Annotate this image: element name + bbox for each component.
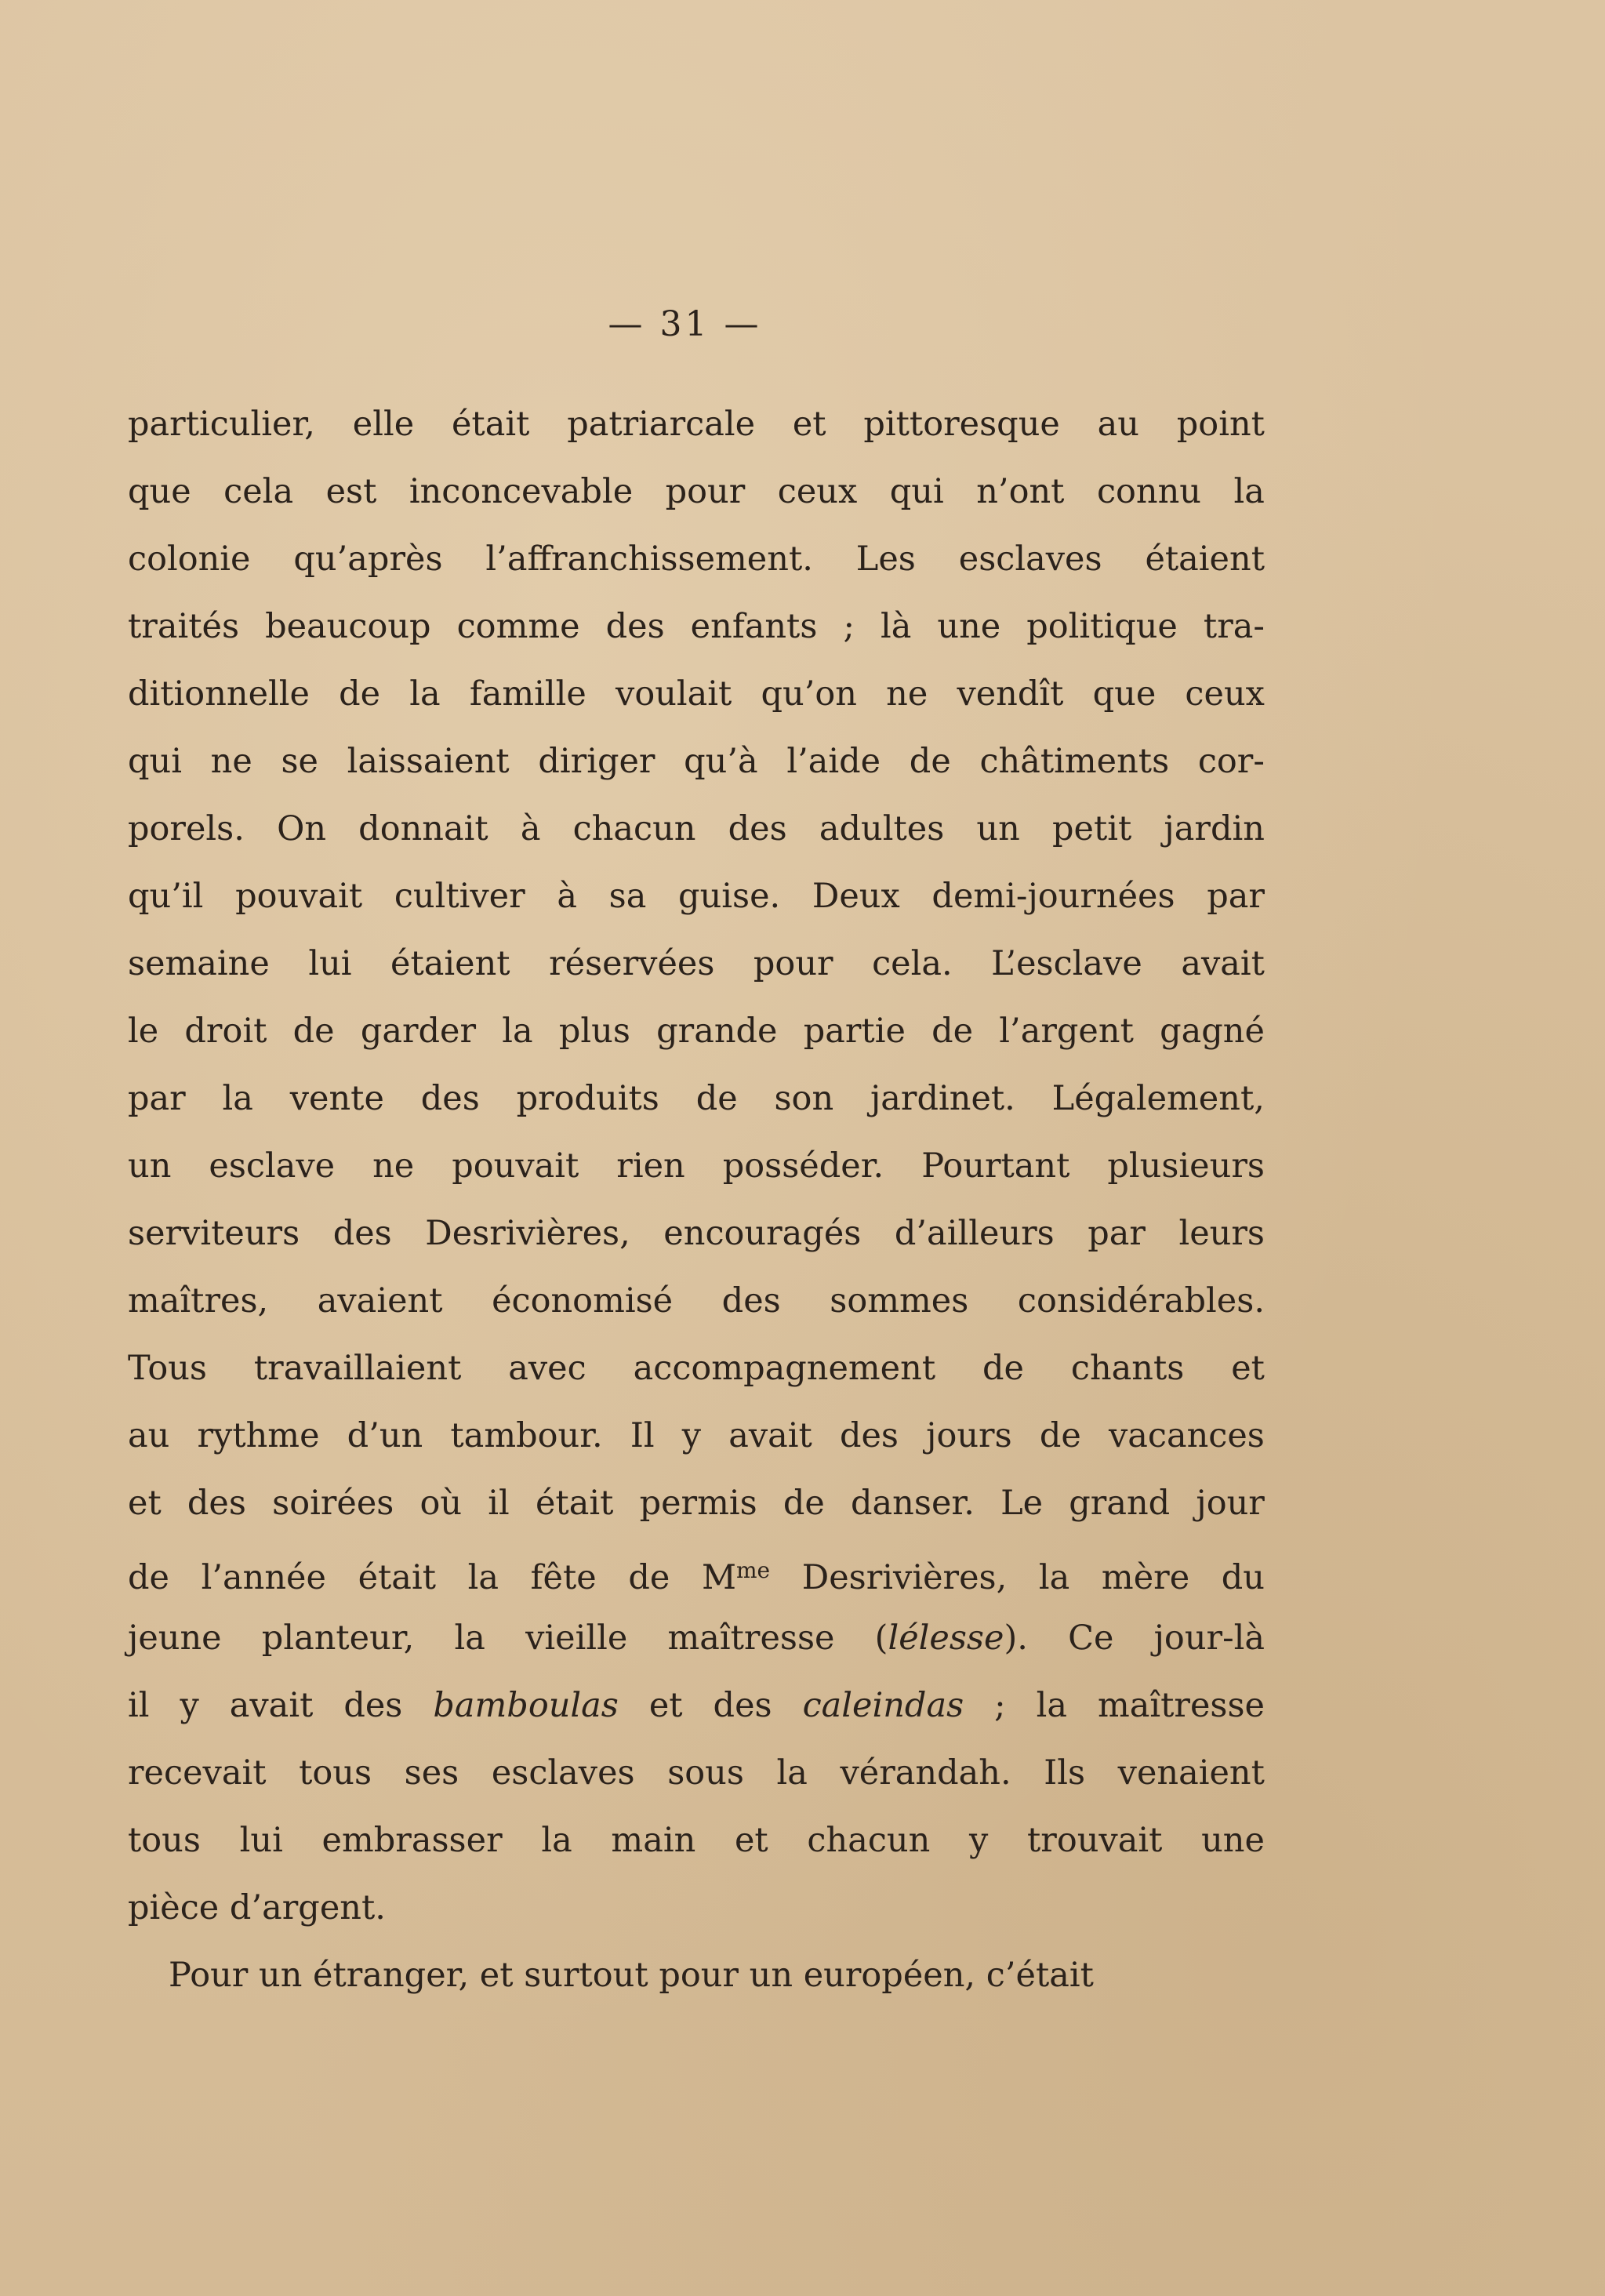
word: par bbox=[128, 1079, 186, 1118]
word: Légalement, bbox=[1051, 1079, 1265, 1118]
mme-after-text: Desrivières, la mère du bbox=[770, 1558, 1265, 1597]
word: elle bbox=[352, 405, 415, 444]
body-text bbox=[128, 391, 1265, 2009]
caleindas-italic: caleindas bbox=[802, 1686, 964, 1725]
word: ceux bbox=[1185, 674, 1265, 714]
lelesse-line bbox=[128, 1618, 1265, 1658]
word: la bbox=[502, 1012, 533, 1051]
page-number: — 31 — bbox=[608, 304, 762, 344]
word: son bbox=[774, 1079, 834, 1118]
word: des bbox=[605, 607, 665, 646]
text-line bbox=[128, 660, 1265, 728]
word: chants bbox=[1070, 1349, 1185, 1388]
word: là bbox=[880, 607, 912, 646]
text-line-last bbox=[128, 1874, 1265, 1942]
word: diriger bbox=[538, 742, 655, 781]
mme-superscript: me bbox=[735, 1557, 771, 1583]
word: tous bbox=[128, 1821, 201, 1860]
word: inconcevable bbox=[409, 472, 634, 511]
word: demi-journées bbox=[931, 877, 1175, 916]
word: Il bbox=[630, 1416, 655, 1455]
word: se bbox=[281, 742, 318, 781]
word: donnait bbox=[358, 809, 488, 848]
word: sommes bbox=[830, 1281, 969, 1321]
word: L’esclave bbox=[991, 944, 1142, 983]
word: point bbox=[1176, 405, 1265, 444]
word: de bbox=[292, 1012, 335, 1051]
word: de bbox=[695, 1079, 738, 1118]
paragraph-main bbox=[128, 391, 1265, 1537]
text-line bbox=[128, 391, 1265, 458]
word: que bbox=[1092, 674, 1157, 714]
word: des bbox=[187, 1484, 246, 1523]
word: de bbox=[783, 1484, 825, 1523]
next-paragraph-text: Pour un étranger, et surtout pour un européen, c’était bbox=[169, 1956, 1094, 1995]
word: étaient bbox=[390, 944, 510, 983]
word: de bbox=[982, 1349, 1024, 1388]
word: esclaves bbox=[491, 1753, 635, 1793]
word: jardin bbox=[1164, 809, 1265, 848]
word: esclaves bbox=[958, 539, 1102, 579]
word: pouvait bbox=[235, 877, 363, 916]
word: cela bbox=[223, 472, 294, 511]
bamboulas-after-text: ; la maîtresse bbox=[964, 1686, 1265, 1725]
word: une bbox=[937, 607, 1001, 646]
word: au bbox=[128, 1416, 170, 1455]
word: l’aide bbox=[786, 742, 881, 781]
word: Pourtant bbox=[921, 1146, 1070, 1186]
word: petit bbox=[1051, 809, 1132, 848]
word: de bbox=[339, 674, 381, 714]
word: ditionnelle bbox=[128, 674, 310, 714]
word: avait bbox=[1181, 944, 1265, 983]
word: il bbox=[488, 1484, 510, 1523]
word: Deux bbox=[812, 877, 900, 916]
word: de bbox=[909, 742, 951, 781]
text-line bbox=[128, 1402, 1265, 1470]
word: embrasser bbox=[321, 1821, 503, 1860]
word: l’argent bbox=[999, 1012, 1134, 1051]
word: famille bbox=[469, 674, 586, 714]
word: le bbox=[128, 1012, 159, 1051]
bamboulas-italic: bamboulas bbox=[433, 1686, 619, 1725]
word: accompagnement bbox=[633, 1349, 936, 1388]
word: vendît bbox=[957, 674, 1064, 714]
word: des bbox=[332, 1214, 392, 1253]
word: esclave bbox=[209, 1146, 336, 1186]
word: et bbox=[128, 1484, 162, 1523]
word: plus bbox=[558, 1012, 630, 1051]
text-line bbox=[128, 1065, 1265, 1132]
word: avec bbox=[508, 1349, 586, 1388]
word: qu’après bbox=[293, 539, 443, 579]
word: tra- bbox=[1203, 607, 1265, 646]
mme-before-text: de l’année était la fête de M bbox=[128, 1558, 736, 1597]
word: gagné bbox=[1160, 1012, 1265, 1051]
word: réservées bbox=[549, 944, 715, 983]
word: avait bbox=[728, 1416, 812, 1455]
word: encouragés bbox=[663, 1214, 862, 1253]
text-line-next-paragraph bbox=[128, 1942, 1265, 2009]
lelesse-italic: lélesse bbox=[888, 1618, 1004, 1658]
word: main bbox=[611, 1821, 696, 1860]
word: vérandah. bbox=[840, 1753, 1011, 1793]
word: jours bbox=[926, 1416, 1012, 1455]
word: était bbox=[451, 405, 530, 444]
word: n’ont bbox=[976, 472, 1065, 511]
word: la bbox=[222, 1079, 253, 1118]
bamboulas-before-text: il y avait des bbox=[128, 1686, 434, 1725]
text-line bbox=[128, 1132, 1265, 1200]
word: plusieurs bbox=[1107, 1146, 1265, 1186]
word: garder bbox=[360, 1012, 477, 1051]
word: danser. bbox=[851, 1484, 975, 1523]
word: sa bbox=[608, 877, 647, 916]
text-line-lelesse bbox=[128, 1604, 1265, 1672]
word: Ils bbox=[1044, 1753, 1086, 1793]
text-line bbox=[128, 1335, 1265, 1402]
text-line bbox=[128, 930, 1265, 997]
word: partie bbox=[803, 1012, 906, 1051]
word: qui bbox=[128, 742, 182, 781]
word: ne bbox=[210, 742, 252, 781]
last-line-text: pièce d’argent. bbox=[128, 1888, 386, 1927]
word: particulier, bbox=[128, 405, 315, 444]
word: ses bbox=[404, 1753, 459, 1793]
word: traités bbox=[128, 607, 240, 646]
word: qui bbox=[889, 472, 944, 511]
text-line bbox=[128, 1739, 1265, 1807]
word: recevait bbox=[128, 1753, 267, 1793]
word: Le bbox=[1000, 1484, 1044, 1523]
word: colonie bbox=[128, 539, 251, 579]
text-line bbox=[128, 795, 1265, 863]
word: est bbox=[325, 472, 377, 511]
word: la bbox=[1233, 472, 1265, 511]
word: ceux bbox=[777, 472, 858, 511]
word: d’ailleurs bbox=[894, 1214, 1055, 1253]
word: un bbox=[976, 809, 1020, 848]
word: serviteurs bbox=[128, 1214, 300, 1253]
word: pouvait bbox=[452, 1146, 579, 1186]
word: vente bbox=[289, 1079, 384, 1118]
word: y bbox=[681, 1416, 702, 1455]
word: lui bbox=[239, 1821, 283, 1860]
text-line bbox=[128, 1807, 1265, 1874]
word: grande bbox=[656, 1012, 778, 1051]
word: semaine bbox=[128, 944, 270, 983]
text-line bbox=[128, 593, 1265, 660]
text-line bbox=[128, 728, 1265, 795]
word: de bbox=[1039, 1416, 1081, 1455]
word: beaucoup bbox=[265, 607, 431, 646]
word: d’un bbox=[347, 1416, 423, 1455]
word: lui bbox=[308, 944, 352, 983]
word: qu’on bbox=[761, 674, 857, 714]
word: par bbox=[1207, 877, 1265, 916]
word: porels. bbox=[128, 809, 245, 848]
word: laissaient bbox=[347, 742, 510, 781]
text-line bbox=[128, 997, 1265, 1065]
text-line bbox=[128, 1200, 1265, 1267]
word: la bbox=[409, 674, 441, 714]
text-line bbox=[128, 1267, 1265, 1335]
word: qu’à bbox=[684, 742, 758, 781]
text-line bbox=[128, 525, 1265, 593]
word: Tous bbox=[128, 1349, 207, 1388]
word: produits bbox=[516, 1079, 659, 1118]
word: leurs bbox=[1178, 1214, 1265, 1253]
lelesse-before-text: jeune planteur, la vieille maîtresse ( bbox=[128, 1618, 888, 1658]
word: On bbox=[277, 809, 327, 848]
word: y bbox=[969, 1821, 989, 1860]
word: jardinet. bbox=[870, 1079, 1015, 1118]
word: venaient bbox=[1117, 1753, 1265, 1793]
word: de bbox=[931, 1012, 974, 1051]
word: Desrivières, bbox=[425, 1214, 630, 1253]
word: droit bbox=[184, 1012, 267, 1051]
word: sous bbox=[667, 1753, 744, 1793]
word: grand bbox=[1069, 1484, 1171, 1523]
word: un bbox=[128, 1146, 172, 1186]
word: et bbox=[1231, 1349, 1265, 1388]
word: chacun bbox=[807, 1821, 931, 1860]
lelesse-after-text: ). Ce jour-là bbox=[1004, 1618, 1265, 1658]
word: comme bbox=[456, 607, 580, 646]
word: maîtres, bbox=[128, 1281, 269, 1321]
word: politique bbox=[1026, 607, 1178, 646]
text-line bbox=[128, 1470, 1265, 1537]
word: où bbox=[419, 1484, 463, 1523]
mme-before bbox=[128, 1558, 1265, 1597]
word: qu’il bbox=[128, 877, 204, 916]
word: des bbox=[420, 1079, 480, 1118]
word: soirées bbox=[272, 1484, 394, 1523]
word: la bbox=[541, 1821, 572, 1860]
paragraph-tail bbox=[128, 1739, 1265, 1874]
word: châtiments bbox=[979, 742, 1170, 781]
word: jour bbox=[1196, 1484, 1265, 1523]
text-line-bamboulas bbox=[128, 1672, 1265, 1739]
word: posséder. bbox=[722, 1146, 884, 1186]
word: chacun bbox=[572, 809, 696, 848]
word: à bbox=[557, 877, 577, 916]
word: pour bbox=[665, 472, 746, 511]
word: patriarcale bbox=[567, 405, 756, 444]
word: pittoresque bbox=[863, 405, 1060, 444]
bamboulas-middle-text: et des bbox=[618, 1686, 803, 1725]
word: cela. bbox=[872, 944, 953, 983]
text-line bbox=[128, 458, 1265, 525]
word: par bbox=[1088, 1214, 1146, 1253]
word: et bbox=[734, 1821, 768, 1860]
word: permis bbox=[639, 1484, 757, 1523]
word: était bbox=[535, 1484, 614, 1523]
word: la bbox=[776, 1753, 808, 1793]
word: ; bbox=[843, 607, 855, 646]
word: l’affranchissement. bbox=[485, 539, 813, 579]
word: vacances bbox=[1108, 1416, 1265, 1455]
word: des bbox=[839, 1416, 899, 1455]
word: rythme bbox=[197, 1416, 320, 1455]
word: ne bbox=[886, 674, 928, 714]
word: et bbox=[792, 405, 826, 444]
word: travaillaient bbox=[253, 1349, 462, 1388]
word: adultes bbox=[819, 809, 945, 848]
word: ne bbox=[372, 1146, 415, 1186]
word: cultiver bbox=[394, 877, 525, 916]
word: pour bbox=[753, 944, 833, 983]
word: économisé bbox=[492, 1281, 674, 1321]
word: trouvait bbox=[1027, 1821, 1163, 1860]
word: connu bbox=[1096, 472, 1201, 511]
bamboulas-line bbox=[128, 1686, 1265, 1725]
word: rien bbox=[616, 1146, 685, 1186]
word: tambour. bbox=[450, 1416, 603, 1455]
word: cor- bbox=[1197, 742, 1265, 781]
word: des bbox=[721, 1281, 781, 1321]
word: à bbox=[520, 809, 541, 848]
word: tous bbox=[299, 1753, 372, 1793]
word: avaient bbox=[317, 1281, 443, 1321]
text-line bbox=[128, 863, 1265, 930]
word: considérables. bbox=[1017, 1281, 1265, 1321]
word: enfants bbox=[690, 607, 818, 646]
word: au bbox=[1097, 405, 1139, 444]
word: étaient bbox=[1145, 539, 1265, 579]
word: voulait bbox=[615, 674, 732, 714]
word: guise. bbox=[678, 877, 781, 916]
word: des bbox=[728, 809, 787, 848]
word: que bbox=[128, 472, 191, 511]
word: une bbox=[1201, 1821, 1265, 1860]
word: Les bbox=[855, 539, 916, 579]
text-line-mme bbox=[128, 1537, 1265, 1604]
